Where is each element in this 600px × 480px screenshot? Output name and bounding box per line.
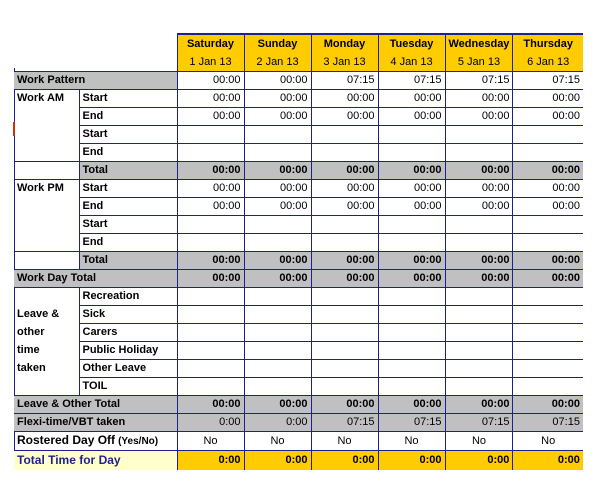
label-end: End — [79, 144, 177, 162]
cell-rostered-3[interactable]: No — [378, 432, 445, 451]
empty-cell[interactable] — [177, 360, 244, 378]
row-pm-end — [14, 198, 583, 216]
cell-am-end-0[interactable]: 00:00 — [177, 108, 244, 126]
empty-cell[interactable] — [244, 360, 311, 378]
empty-cell[interactable] — [378, 306, 445, 324]
empty-cell[interactable] — [378, 342, 445, 360]
cell-am-start-0[interactable]: 00:00 — [177, 90, 244, 108]
empty-cell[interactable] — [311, 144, 378, 162]
empty-cell[interactable] — [513, 144, 583, 162]
cell-am-end-2[interactable]: 00:00 — [311, 108, 378, 126]
empty-cell[interactable] — [311, 378, 378, 396]
header-blank — [14, 54, 177, 72]
empty-cell[interactable] — [513, 342, 583, 360]
row-rostered — [14, 432, 583, 451]
cell-flexi-2: 07:15 — [311, 414, 378, 432]
empty-cell[interactable] — [311, 288, 378, 306]
cell-rostered-5[interactable]: No — [513, 432, 583, 451]
label-blank — [14, 144, 79, 162]
row-total-time — [14, 451, 583, 471]
row-pm-end-2 — [14, 234, 583, 252]
header-date-row — [14, 54, 583, 72]
row-leave-other-total — [14, 396, 583, 414]
row-leave-carers — [14, 324, 583, 342]
empty-cell[interactable] — [244, 306, 311, 324]
empty-cell[interactable] — [177, 216, 244, 234]
cell-rostered-2[interactable]: No — [311, 432, 378, 451]
row-pm-start — [14, 180, 583, 198]
empty-cell[interactable] — [378, 378, 445, 396]
cell-total-time-0: 0:00 — [177, 451, 244, 471]
label-carers: Carers — [79, 324, 177, 342]
empty-cell[interactable] — [513, 216, 583, 234]
row-flexi — [14, 414, 583, 432]
header-date-3: 4 Jan 13 — [378, 54, 445, 72]
label-blank — [14, 252, 79, 270]
empty-cell[interactable] — [378, 234, 445, 252]
label-total: Total — [79, 252, 177, 270]
cell-pm-start-0[interactable]: 00:00 — [177, 180, 244, 198]
label-rostered — [14, 432, 177, 451]
label-leave-group: Leave & — [17, 308, 60, 320]
cell-am-total-1: 00:00 — [244, 162, 311, 180]
label-start: Start — [79, 126, 177, 144]
empty-cell[interactable] — [378, 144, 445, 162]
cell-work-pattern-2[interactable]: 07:15 — [311, 72, 378, 90]
empty-cell[interactable] — [177, 378, 244, 396]
label-leave-group: time — [17, 344, 40, 356]
header-date-5: 6 Jan 13 — [513, 54, 583, 72]
empty-cell[interactable] — [311, 216, 378, 234]
label-other-leave: Other Leave — [79, 360, 177, 378]
cell-am-start-4[interactable]: 00:00 — [445, 90, 513, 108]
cell-pm-end-5[interactable]: 00:00 — [513, 198, 583, 216]
empty-cell[interactable] — [445, 234, 513, 252]
empty-cell[interactable] — [513, 126, 583, 144]
cell-flexi-4: 07:15 — [445, 414, 513, 432]
empty-cell[interactable] — [244, 342, 311, 360]
cell-leave-other-total-2: 00:00 — [311, 396, 378, 414]
cell-flexi-5: 07:15 — [513, 414, 583, 432]
row-leave-toil — [14, 378, 583, 396]
label-leave-group: other — [17, 326, 45, 338]
label-total: Total — [79, 162, 177, 180]
row-pm-start-2 — [14, 216, 583, 234]
cell-work-pattern-1[interactable]: 00:00 — [244, 72, 311, 90]
label-blank — [14, 108, 79, 126]
cell-pm-start-1[interactable]: 00:00 — [244, 180, 311, 198]
empty-cell[interactable] — [378, 288, 445, 306]
row-leave-sick — [14, 306, 583, 324]
header-date-1: 2 Jan 13 — [244, 54, 311, 72]
cell-work-pattern-4[interactable]: 07:15 — [445, 72, 513, 90]
cell-leave-other-total-0: 00:00 — [177, 396, 244, 414]
label-work-pm: Work PM — [17, 182, 64, 195]
empty-cell[interactable] — [244, 378, 311, 396]
cell-pm-end-2[interactable]: 00:00 — [311, 198, 378, 216]
cell-total-time-2: 0:00 — [311, 451, 378, 471]
empty-cell[interactable] — [445, 306, 513, 324]
cell-am-end-3[interactable]: 00:00 — [378, 108, 445, 126]
empty-cell[interactable] — [445, 342, 513, 360]
cell-pm-end-3[interactable]: 00:00 — [378, 198, 445, 216]
label-blank — [14, 126, 79, 144]
cell-work-pattern-0[interactable]: 00:00 — [177, 72, 244, 90]
empty-cell[interactable] — [244, 144, 311, 162]
label-work-am: Work AM — [14, 90, 79, 108]
cell-work-pattern-5[interactable]: 07:15 — [513, 72, 583, 90]
row-am-end-2 — [14, 144, 583, 162]
row-leave-public-holiday — [14, 342, 583, 360]
empty-cell[interactable] — [378, 126, 445, 144]
empty-cell[interactable] — [177, 126, 244, 144]
header-day-row — [14, 34, 583, 54]
label-end: End — [79, 198, 177, 216]
cell-rostered-4[interactable]: No — [445, 432, 513, 451]
cell-leave-other-total-5: 00:00 — [513, 396, 583, 414]
cell-pm-total-2: 00:00 — [311, 252, 378, 270]
header-day-0: Saturday — [177, 34, 244, 54]
label-recreation: Recreation — [79, 288, 177, 306]
label-blank — [14, 162, 79, 180]
row-work-pattern — [14, 72, 583, 90]
header-day-1: Sunday — [244, 34, 311, 54]
empty-cell[interactable] — [311, 126, 378, 144]
cell-work-day-total-5: 00:00 — [513, 270, 583, 288]
label-rostered-hint: (Yes/No) — [118, 436, 159, 447]
cell-leave-other-total-1: 00:00 — [244, 396, 311, 414]
empty-cell[interactable] — [311, 342, 378, 360]
cell-work-day-total-2: 00:00 — [311, 270, 378, 288]
empty-cell[interactable] — [445, 144, 513, 162]
label-leave-other-total: Leave & Other Total — [14, 396, 177, 414]
header-blank — [14, 34, 177, 54]
cell-total-time-5: 0:00 — [513, 451, 583, 471]
cell-work-day-total-1: 00:00 — [244, 270, 311, 288]
empty-cell[interactable] — [244, 324, 311, 342]
cell-am-total-5: 00:00 — [513, 162, 583, 180]
empty-cell[interactable] — [177, 144, 244, 162]
empty-cell[interactable] — [177, 288, 244, 306]
empty-cell[interactable] — [177, 306, 244, 324]
cell-work-pattern-3[interactable]: 07:15 — [378, 72, 445, 90]
cell-pm-total-0: 00:00 — [177, 252, 244, 270]
label-public-holiday: Public Holiday — [79, 342, 177, 360]
cell-pm-start-5[interactable]: 00:00 — [513, 180, 583, 198]
label-blank — [14, 378, 79, 396]
label-work-pattern: Work Pattern — [14, 72, 177, 90]
label-blank — [14, 216, 79, 234]
cell-work-day-total-4: 00:00 — [445, 270, 513, 288]
label-end: End — [79, 108, 177, 126]
label-rostered-main: Rostered Day Off — [17, 433, 116, 447]
empty-cell[interactable] — [445, 360, 513, 378]
label-start: Start — [79, 180, 177, 198]
empty-cell[interactable] — [244, 216, 311, 234]
label-sick: Sick — [79, 306, 177, 324]
label-blank — [14, 288, 79, 306]
row-am-end — [14, 108, 583, 126]
header-date-4: 5 Jan 13 — [445, 54, 513, 72]
label-blank — [14, 198, 79, 216]
header-day-5: Thursday — [513, 34, 583, 54]
cell-total-time-4: 0:00 — [445, 451, 513, 471]
label-end: End — [79, 234, 177, 252]
empty-cell[interactable] — [177, 234, 244, 252]
cell-total-time-3: 0:00 — [378, 451, 445, 471]
row-am-start — [14, 90, 583, 108]
cell-flexi-0: 0:00 — [177, 414, 244, 432]
row-am-start-2 — [14, 126, 583, 144]
cell-pm-total-1: 00:00 — [244, 252, 311, 270]
empty-cell[interactable] — [445, 126, 513, 144]
cell-am-start-1[interactable]: 00:00 — [244, 90, 311, 108]
timesheet-table — [14, 33, 583, 470]
row-leave-recreation — [14, 288, 583, 306]
empty-cell[interactable] — [513, 324, 583, 342]
cell-rostered-0[interactable]: No — [177, 432, 244, 451]
label-flexi: Flexi-time/VBT taken — [14, 414, 177, 432]
empty-cell[interactable] — [513, 360, 583, 378]
cell-am-end-5[interactable]: 00:00 — [513, 108, 583, 126]
header-date-2: 3 Jan 13 — [311, 54, 378, 72]
cell-total-time-1: 0:00 — [244, 451, 311, 471]
label-blank — [14, 234, 79, 252]
empty-cell[interactable] — [378, 324, 445, 342]
empty-cell[interactable] — [244, 288, 311, 306]
row-am-total — [14, 162, 583, 180]
empty-cell[interactable] — [513, 288, 583, 306]
empty-cell[interactable] — [311, 360, 378, 378]
cell-am-total-2: 00:00 — [311, 162, 378, 180]
label-start: Start — [79, 216, 177, 234]
row-work-day-total — [14, 270, 583, 288]
cell-pm-end-4[interactable]: 00:00 — [445, 198, 513, 216]
empty-cell[interactable] — [445, 216, 513, 234]
row-leave-other-leave — [14, 360, 583, 378]
cell-am-end-1[interactable]: 00:00 — [244, 108, 311, 126]
empty-cell[interactable] — [244, 234, 311, 252]
empty-cell[interactable] — [445, 378, 513, 396]
cell-pm-end-0[interactable]: 00:00 — [177, 198, 244, 216]
empty-cell[interactable] — [311, 234, 378, 252]
header-date-0: 1 Jan 13 — [177, 54, 244, 72]
label-work-day-total: Work Day Total — [14, 270, 177, 288]
cell-pm-start-4[interactable]: 00:00 — [445, 180, 513, 198]
cell-rostered-1[interactable]: No — [244, 432, 311, 451]
header-day-3: Tuesday — [378, 34, 445, 54]
cell-am-total-4: 00:00 — [445, 162, 513, 180]
cell-am-start-2[interactable]: 00:00 — [311, 90, 378, 108]
cell-flexi-1: 0:00 — [244, 414, 311, 432]
empty-cell[interactable] — [445, 288, 513, 306]
row-pm-total — [14, 252, 583, 270]
cell-am-total-0: 00:00 — [177, 162, 244, 180]
cell-pm-total-3: 00:00 — [378, 252, 445, 270]
cell-pm-start-2[interactable]: 00:00 — [311, 180, 378, 198]
header-day-2: Monday — [311, 34, 378, 54]
cell-work-day-total-3: 00:00 — [378, 270, 445, 288]
empty-cell[interactable] — [244, 126, 311, 144]
label-leave-group: taken — [17, 362, 46, 374]
cell-flexi-3: 07:15 — [378, 414, 445, 432]
header-day-4: Wednesday — [445, 34, 513, 54]
empty-cell[interactable] — [445, 324, 513, 342]
empty-cell[interactable] — [378, 216, 445, 234]
cell-am-end-4[interactable]: 00:00 — [445, 108, 513, 126]
cell-pm-end-1[interactable]: 00:00 — [244, 198, 311, 216]
empty-cell[interactable] — [311, 306, 378, 324]
cell-work-day-total-0: 00:00 — [177, 270, 244, 288]
cell-leave-other-total-3: 00:00 — [378, 396, 445, 414]
cell-am-total-3: 00:00 — [378, 162, 445, 180]
label-start: Start — [79, 90, 177, 108]
cell-pm-total-4: 00:00 — [445, 252, 513, 270]
empty-cell[interactable] — [311, 324, 378, 342]
empty-cell[interactable] — [378, 360, 445, 378]
cell-pm-start-3[interactable]: 00:00 — [378, 180, 445, 198]
cell-leave-other-total-4: 00:00 — [445, 396, 513, 414]
empty-cell[interactable] — [177, 342, 244, 360]
cell-am-start-3[interactable]: 00:00 — [378, 90, 445, 108]
empty-cell[interactable] — [513, 234, 583, 252]
cell-pm-total-5: 00:00 — [513, 252, 583, 270]
cell-am-start-5[interactable]: 00:00 — [513, 90, 583, 108]
empty-cell[interactable] — [177, 324, 244, 342]
label-total-time: Total Time for Day — [14, 451, 177, 471]
empty-cell[interactable] — [513, 378, 583, 396]
empty-cell[interactable] — [513, 306, 583, 324]
label-toil: TOIL — [79, 378, 177, 396]
